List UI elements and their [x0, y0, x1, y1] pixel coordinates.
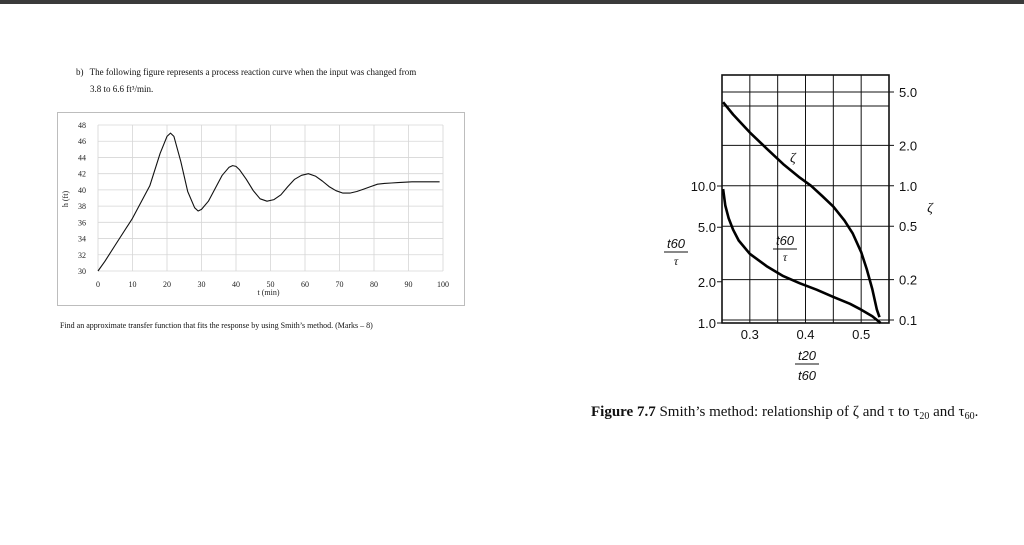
y-tick-label: 30 [78, 267, 86, 276]
question-text-1: The following figure represents a process reaction curve when the input was changed from [89, 67, 417, 77]
right-tick-label: 2.0 [899, 138, 918, 154]
y-tick-label: 36 [78, 218, 86, 228]
x-axis-label: t (min) [257, 288, 280, 297]
reaction-curve-plot [57, 112, 465, 306]
y-tick-label: 34 [78, 234, 86, 244]
t60-curve-label-den: τ [782, 250, 788, 264]
left-axis-label-den: τ [673, 254, 679, 268]
x-axis-label-den: t60 [797, 368, 817, 383]
x-tick-label: 60 [301, 280, 309, 289]
caption-sub-20: 20 [919, 411, 930, 422]
x-tick-label: 90 [404, 280, 413, 289]
caption-sub-60: 60 [964, 411, 975, 422]
x-tick-label: 30 [197, 280, 206, 289]
x-tick-label: 70 [335, 280, 344, 289]
t60-curve-label-num: t60 [775, 233, 795, 248]
smith-chart-svg [600, 62, 940, 392]
left-tick-label: 1.0 [697, 316, 716, 331]
x-tick-label: 0.4 [796, 327, 815, 342]
right-tick-label: 0.1 [899, 313, 918, 328]
left-axis-label-num: t60 [666, 236, 686, 251]
y-tick-label: 42 [78, 169, 86, 179]
x-tick-label: 10 [128, 280, 137, 289]
zeta-curve-label: ζ [790, 151, 796, 166]
y-tick-label: 48 [78, 121, 86, 130]
x-tick-label: 40 [232, 280, 240, 289]
t60-tau-curve [723, 189, 881, 323]
reaction-curve-svg [58, 113, 464, 305]
caption-text: Smith’s method: relationship of ζ and τ to τ [659, 404, 920, 420]
left-tick-label: 10.0 [690, 179, 716, 194]
right-tick-label: 1.0 [899, 178, 918, 194]
y-tick-label: 32 [78, 250, 86, 260]
y-tick-label: 38 [78, 202, 86, 212]
x-tick-label: 0.5 [852, 327, 871, 342]
right-axis-label: ζ [927, 201, 933, 216]
caption-and: and τ [933, 404, 965, 420]
response-curve [98, 133, 440, 271]
top-border [0, 0, 1024, 4]
x-tick-label: 0.3 [740, 327, 759, 342]
y-tick-label: 40 [78, 185, 86, 195]
figure-caption [591, 402, 991, 422]
left-tick-label: 2.0 [697, 274, 716, 290]
x-tick-label: 20 [163, 280, 171, 289]
caption-end: . [974, 404, 979, 420]
left-tick-label: 5.0 [697, 220, 716, 236]
y-tick-label: 44 [78, 153, 86, 163]
question-line-1 [76, 67, 416, 78]
x-tick-label: 0 [96, 280, 100, 289]
question-line-2: 3.8 to 6.6 ft³/min. [90, 84, 154, 94]
right-tick-label: 5.0 [899, 85, 918, 100]
right-tick-label: 0.2 [899, 272, 918, 288]
x-axis-label-num: t20 [797, 348, 817, 363]
y-axis-label: h (ft) [61, 190, 70, 208]
y-tick-label: 46 [78, 137, 86, 147]
instruction-text: Find an approximate transfer function that fits the response by using Smith’s method. (Marks – 8) [60, 321, 373, 330]
question-label: b) [76, 67, 84, 77]
figure-label: Figure 7.7 [591, 404, 656, 420]
right-tick-label: 0.5 [899, 219, 918, 235]
x-tick-label: 100 [437, 280, 449, 289]
x-tick-label: 80 [370, 280, 378, 289]
x-tick-label: 50 [266, 280, 275, 289]
